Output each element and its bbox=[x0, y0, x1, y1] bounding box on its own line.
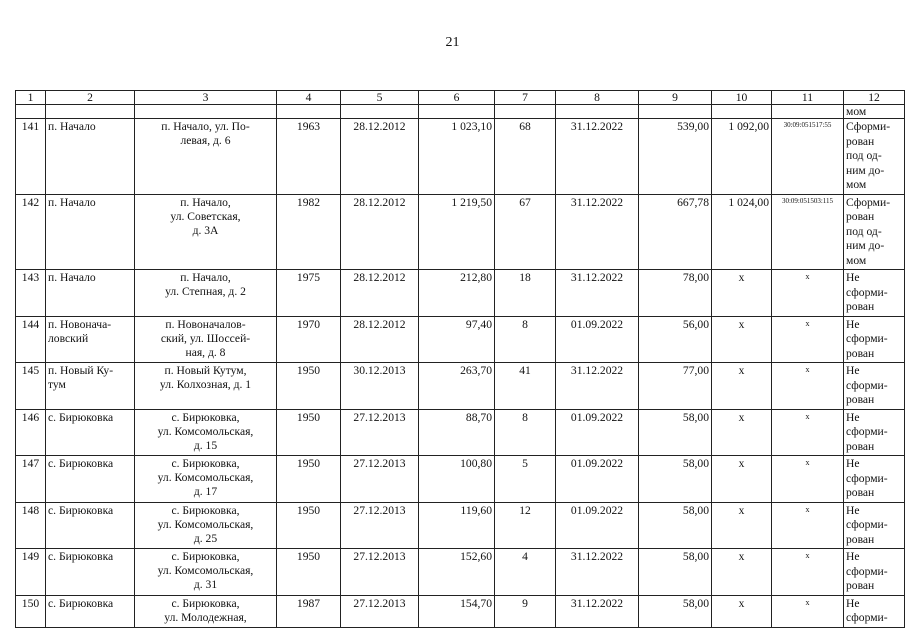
status-cell: Не сформи- рован bbox=[844, 409, 905, 456]
cont-status-cell: мом bbox=[844, 105, 905, 119]
table-row bbox=[16, 502, 905, 549]
housing-register-table bbox=[15, 90, 905, 628]
date-cell: 28.12.2012 bbox=[341, 119, 419, 195]
address-cell: п. Новоначалов- ский, ул. Шоссей- ная, д. 8 bbox=[135, 316, 277, 363]
year-cell: 1950 bbox=[277, 409, 341, 456]
value-cell: х bbox=[712, 270, 772, 317]
status-cell: Не сформи- рован bbox=[844, 456, 905, 503]
year-cell: 1970 bbox=[277, 316, 341, 363]
area-cell: 152,60 bbox=[419, 549, 495, 596]
locality-cell: с. Бирюковка bbox=[46, 549, 135, 596]
header-row bbox=[16, 91, 905, 105]
value-cell: х bbox=[712, 316, 772, 363]
locality-cell: п. Начало bbox=[46, 194, 135, 270]
row-number-cell: 146 bbox=[16, 409, 46, 456]
date-cell: 31.12.2022 bbox=[556, 549, 639, 596]
col-header-5: 5 bbox=[341, 91, 419, 105]
residents-cell: 8 bbox=[495, 409, 556, 456]
status-cell: Не сформи- рован bbox=[844, 363, 905, 410]
residents-cell: 8 bbox=[495, 316, 556, 363]
address-cell: п. Начало, ул. Степная, д. 2 bbox=[135, 270, 277, 317]
date-cell: 27.12.2013 bbox=[341, 502, 419, 549]
table-row bbox=[16, 270, 905, 317]
area-cell: 100,80 bbox=[419, 456, 495, 503]
value-cell: х bbox=[712, 549, 772, 596]
value-cell: 77,00 bbox=[639, 363, 712, 410]
table-row bbox=[16, 363, 905, 410]
address-cell: с. Бирюковка, ул. Комсомольская, д. 31 bbox=[135, 549, 277, 596]
cadastral-cell: 30:09:051517:55 bbox=[772, 119, 844, 195]
date-cell: 30.12.2013 bbox=[341, 363, 419, 410]
date-cell: 01.09.2022 bbox=[556, 456, 639, 503]
row-number-cell: 142 bbox=[16, 194, 46, 270]
value-cell: 667,78 bbox=[639, 194, 712, 270]
residents-cell: 67 bbox=[495, 194, 556, 270]
cont-cell bbox=[419, 105, 495, 119]
value-cell: 1 092,00 bbox=[712, 119, 772, 195]
cadastral-cell: х bbox=[772, 549, 844, 596]
value-cell: х bbox=[712, 409, 772, 456]
cadastral-cell: х bbox=[772, 363, 844, 410]
address-cell: с. Бирюковка, ул. Комсомольская, д. 17 bbox=[135, 456, 277, 503]
date-cell: 28.12.2012 bbox=[341, 270, 419, 317]
value-cell: 58,00 bbox=[639, 502, 712, 549]
date-cell: 27.12.2013 bbox=[341, 456, 419, 503]
year-cell: 1950 bbox=[277, 456, 341, 503]
table-row bbox=[16, 316, 905, 363]
residents-cell: 68 bbox=[495, 119, 556, 195]
area-cell: 154,70 bbox=[419, 595, 495, 627]
area-cell: 212,80 bbox=[419, 270, 495, 317]
table-row bbox=[16, 456, 905, 503]
date-cell: 31.12.2022 bbox=[556, 270, 639, 317]
row-number-cell: 148 bbox=[16, 502, 46, 549]
locality-cell: с. Бирюковка bbox=[46, 456, 135, 503]
row-number-cell: 145 bbox=[16, 363, 46, 410]
row-number-cell: 149 bbox=[16, 549, 46, 596]
year-cell: 1950 bbox=[277, 549, 341, 596]
row-number-cell: 144 bbox=[16, 316, 46, 363]
value-cell: 539,00 bbox=[639, 119, 712, 195]
address-cell: с. Бирюковка, ул. Молодежная, bbox=[135, 595, 277, 627]
cadastral-cell: х bbox=[772, 409, 844, 456]
date-cell: 27.12.2013 bbox=[341, 549, 419, 596]
locality-cell: п. Начало bbox=[46, 119, 135, 195]
locality-cell: п. Новый Ку- тум bbox=[46, 363, 135, 410]
value-cell: 58,00 bbox=[639, 549, 712, 596]
value-cell: х bbox=[712, 595, 772, 627]
year-cell: 1987 bbox=[277, 595, 341, 627]
status-cell: Не сформи- рован bbox=[844, 502, 905, 549]
status-cell: Не сформи- bbox=[844, 595, 905, 627]
address-cell: с. Бирюковка, ул. Комсомольская, д. 25 bbox=[135, 502, 277, 549]
cont-cell bbox=[46, 105, 135, 119]
cont-cell bbox=[772, 105, 844, 119]
date-cell: 01.09.2022 bbox=[556, 409, 639, 456]
residents-cell: 4 bbox=[495, 549, 556, 596]
cont-cell bbox=[712, 105, 772, 119]
cont-cell bbox=[639, 105, 712, 119]
year-cell: 1963 bbox=[277, 119, 341, 195]
table-row bbox=[16, 595, 905, 627]
cont-cell bbox=[135, 105, 277, 119]
row-number-cell: 143 bbox=[16, 270, 46, 317]
cont-cell bbox=[341, 105, 419, 119]
col-header-4: 4 bbox=[277, 91, 341, 105]
col-header-9: 9 bbox=[639, 91, 712, 105]
cadastral-cell: х bbox=[772, 270, 844, 317]
date-cell: 31.12.2022 bbox=[556, 119, 639, 195]
address-cell: с. Бирюковка, ул. Комсомольская, д. 15 bbox=[135, 409, 277, 456]
date-cell: 27.12.2013 bbox=[341, 409, 419, 456]
residents-cell: 18 bbox=[495, 270, 556, 317]
area-cell: 1 023,10 bbox=[419, 119, 495, 195]
year-cell: 1975 bbox=[277, 270, 341, 317]
date-cell: 27.12.2013 bbox=[341, 595, 419, 627]
continuation-row bbox=[16, 105, 905, 119]
row-number-cell: 141 bbox=[16, 119, 46, 195]
status-cell: Не сформи- рован bbox=[844, 316, 905, 363]
table-row bbox=[16, 549, 905, 596]
year-cell: 1950 bbox=[277, 363, 341, 410]
locality-cell: с. Бирюковка bbox=[46, 595, 135, 627]
residents-cell: 5 bbox=[495, 456, 556, 503]
value-cell: 58,00 bbox=[639, 409, 712, 456]
cadastral-cell: х bbox=[772, 502, 844, 549]
date-cell: 31.12.2022 bbox=[556, 363, 639, 410]
locality-cell: с. Бирюковка bbox=[46, 409, 135, 456]
value-cell: х bbox=[712, 456, 772, 503]
date-cell: 01.09.2022 bbox=[556, 316, 639, 363]
locality-cell: с. Бирюковка bbox=[46, 502, 135, 549]
area-cell: 1 219,50 bbox=[419, 194, 495, 270]
row-number-cell: 150 bbox=[16, 595, 46, 627]
date-cell: 31.12.2022 bbox=[556, 595, 639, 627]
value-cell: х bbox=[712, 363, 772, 410]
locality-cell: п. Начало bbox=[46, 270, 135, 317]
page-number: 21 bbox=[445, 35, 460, 50]
col-header-6: 6 bbox=[419, 91, 495, 105]
area-cell: 97,40 bbox=[419, 316, 495, 363]
area-cell: 88,70 bbox=[419, 409, 495, 456]
address-cell: п. Начало, ул. По- левая, д. 6 bbox=[135, 119, 277, 195]
value-cell: 58,00 bbox=[639, 456, 712, 503]
date-cell: 28.12.2012 bbox=[341, 316, 419, 363]
cont-cell bbox=[277, 105, 341, 119]
table-row bbox=[16, 119, 905, 195]
col-header-8: 8 bbox=[556, 91, 639, 105]
cont-cell bbox=[495, 105, 556, 119]
table-row bbox=[16, 409, 905, 456]
table-row bbox=[16, 194, 905, 270]
status-cell: Не сформи- рован bbox=[844, 270, 905, 317]
year-cell: 1950 bbox=[277, 502, 341, 549]
residents-cell: 41 bbox=[495, 363, 556, 410]
area-cell: 263,70 bbox=[419, 363, 495, 410]
date-cell: 28.12.2012 bbox=[341, 194, 419, 270]
col-header-3: 3 bbox=[135, 91, 277, 105]
residents-cell: 12 bbox=[495, 502, 556, 549]
value-cell: 1 024,00 bbox=[712, 194, 772, 270]
area-cell: 119,60 bbox=[419, 502, 495, 549]
col-header-2: 2 bbox=[46, 91, 135, 105]
address-cell: п. Новый Кутум, ул. Колхозная, д. 1 bbox=[135, 363, 277, 410]
col-header-11: 11 bbox=[772, 91, 844, 105]
status-cell: Не сформи- рован bbox=[844, 549, 905, 596]
cadastral-cell: х bbox=[772, 595, 844, 627]
cadastral-cell: 30:09:051503:115 bbox=[772, 194, 844, 270]
col-header-10: 10 bbox=[712, 91, 772, 105]
residents-cell: 9 bbox=[495, 595, 556, 627]
cadastral-cell: х bbox=[772, 316, 844, 363]
locality-cell: п. Новоначa- ловский bbox=[46, 316, 135, 363]
col-header-1: 1 bbox=[16, 91, 46, 105]
col-header-12: 12 bbox=[844, 91, 905, 105]
cont-cell bbox=[16, 105, 46, 119]
col-header-7: 7 bbox=[495, 91, 556, 105]
value-cell: 78,00 bbox=[639, 270, 712, 317]
cont-cell bbox=[556, 105, 639, 119]
status-cell: Сформи- рован под од- ним до- мом bbox=[844, 119, 905, 195]
date-cell: 01.09.2022 bbox=[556, 502, 639, 549]
date-cell: 31.12.2022 bbox=[556, 194, 639, 270]
value-cell: 56,00 bbox=[639, 316, 712, 363]
row-number-cell: 147 bbox=[16, 456, 46, 503]
cadastral-cell: х bbox=[772, 456, 844, 503]
value-cell: х bbox=[712, 502, 772, 549]
value-cell: 58,00 bbox=[639, 595, 712, 627]
address-cell: п. Начало, ул. Советская, д. 3А bbox=[135, 194, 277, 270]
year-cell: 1982 bbox=[277, 194, 341, 270]
status-cell: Сформи- рован под од- ним до- мом bbox=[844, 194, 905, 270]
